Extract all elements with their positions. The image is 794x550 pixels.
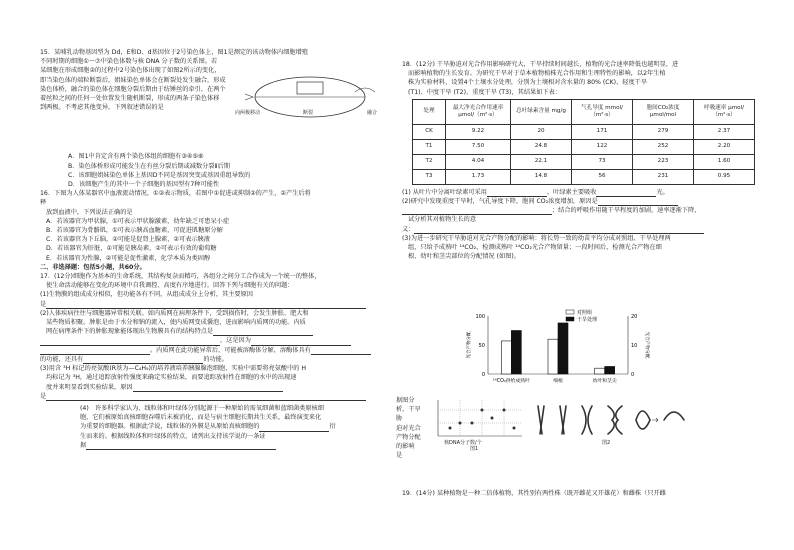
table-cell: 9.22: [446, 124, 511, 139]
y-axis-label: 光合产物分配: [467, 331, 472, 359]
table-cell: 7.50: [446, 139, 511, 154]
fig1-label: 图1: [470, 446, 479, 452]
right-tick-label: 20: [631, 314, 638, 320]
q18-1-text: (1) 从叶片中分离叶绿素可采用: [402, 188, 487, 196]
q18-2-text: (2)研究中发现重度干旱时，气孔导度下降，胞间 CO₂浓度增加，原因是: [402, 198, 598, 206]
q17-line: 是: [40, 300, 47, 308]
answer-blank[interactable]: [598, 198, 678, 206]
q17-line: (3)用含 ³H 标记的亮氨酸(R基为—C₄H₉)的培养液培养胰腺腺泡细胞，实验中需要将亮氨酸中的 H: [40, 365, 307, 373]
answer-blank[interactable]: [40, 338, 220, 346]
answer-blank[interactable]: [402, 207, 552, 215]
table-header: 总叶绿素含量 mg/g: [511, 99, 572, 124]
table-row: [413, 154, 755, 169]
bar-control: [595, 368, 605, 374]
bar-drought: [605, 366, 615, 374]
answer-blank[interactable]: [40, 347, 150, 355]
table-cell: T2: [413, 154, 446, 169]
q16-option-c: C．若该器官为下丘脑，②可能是促肾上腺素，②可表示胰液: [46, 236, 210, 244]
q15-option-b: B．染色体桥形成可能发生在有丝分裂后期或减数分裂Ⅱ后期: [68, 162, 230, 170]
question-16: [40, 189, 392, 263]
bar-control: [548, 339, 558, 374]
q18-3-text: 组，只给予成熟叶 ¹⁴CO₂，检测成熟叶 ¹⁴CO₂光合产物留量；一段时间后，检测光合产物在细: [408, 244, 662, 252]
q17-line: (1)生物膜的组成成分相似，但功能各有不同，从组成成分上分析，其主要原因: [40, 291, 253, 299]
q17-4-line: 生而来的。根据线粒体和叶绿体的特点，请列出支持该学说的一条证: [80, 432, 266, 440]
q17-line: (2)人体疾病往往与细胞器异常相关联。如内质网在病理条件下，受到损伤时，会发生肿胀、肥大和: [40, 309, 309, 317]
question-19: 19．(14分) 某种植物是一种二倍体植物，其性别有两性株（既开雌花又开雄花）和雌株（只开雌: [402, 490, 666, 497]
table-cell: 1.73: [446, 169, 511, 184]
q17-line: 17．(12分)细胞作为基本的生命系统，其结构复杂而精巧，各组分之间分工合作成为一个统一的整体，: [40, 273, 321, 281]
y-tick-label: 0: [481, 372, 485, 378]
fig-label-right: 融合: [367, 110, 378, 116]
table-cell: 14.8: [511, 169, 572, 184]
answer-blank[interactable]: [46, 301, 366, 309]
q16-option-e: E．若该器官为性腺，②可能是促性激素，化学本质为类固醇: [46, 254, 211, 262]
right-column: [402, 60, 756, 261]
answer-blank[interactable]: [133, 384, 283, 392]
q18-2-text: 试分析其对植物生长的意: [408, 216, 477, 224]
bar-drought: [511, 331, 521, 375]
y-tick-label: 100: [475, 314, 485, 320]
answer-blank[interactable]: [414, 226, 704, 234]
answer-blank[interactable]: [86, 442, 276, 450]
bar-chart-svg: [462, 308, 662, 392]
q17-4-line: 衍: [329, 423, 336, 431]
q18-line: 株为实验材料，设置4个土壤水分处理，分别为土壤相对含水量的 80% (CK)、轻度干旱: [408, 79, 648, 87]
q15-option-c: C．该细胞姐妹染色单体上基因D不同是基因突变或基因重组导致的: [68, 171, 251, 179]
table-header: 最大净光合作用速率 μmol/（m²·s）: [446, 99, 511, 124]
q18-2-text: ；结合的呼吸作用随干旱程度的加剧，速率逐渐下降，: [552, 207, 701, 215]
y-tick-label: 50: [478, 343, 485, 349]
q17-4-line: (4) 许多科学家认为，线粒体和叶绿体分别起源于一种原始的需氧细菌和蓝细菌类原核细: [80, 404, 324, 412]
q15-line: 即当染色体的端粒断裂后，姐妹染色单体会在断裂处发生融合，形成: [40, 76, 226, 84]
x-tick-label: 幼叶和茎尖: [592, 379, 617, 384]
q17-line: 是: [40, 392, 47, 400]
dna-count-plot: [430, 398, 525, 442]
table-cell: 22.1: [511, 154, 572, 169]
q16-line: 16．下图为人体某器官中血液流动情况，①②表示物质，若图中①促进或抑制②的产生，②产生后将: [40, 190, 311, 198]
q18-1-text: 光。: [656, 188, 669, 196]
side-text-line: 产物分配: [396, 433, 421, 441]
q16-line: 释: [40, 199, 47, 207]
table-cell: 20: [511, 124, 572, 139]
legend-label: 干旱处理: [577, 317, 598, 323]
q18-line: 而影响植物的生长发育。为研究干旱对于草本植物植株光合作用和生理特性的影响，以2年生植: [408, 70, 666, 78]
answer-blank[interactable]: [596, 189, 656, 197]
chromosome-shapes: [530, 400, 690, 440]
q15-line: 到两极。不考虑其他变异，下列叙述错误的是: [40, 104, 164, 112]
table-header-row: [413, 99, 755, 124]
table-cell: 56: [572, 169, 633, 184]
table-cell: 223: [633, 154, 694, 169]
answer-blank[interactable]: [251, 338, 351, 346]
q17-4-line: 为重要的细胞器。根据此学说，线粒体的外膜是从原始真核细胞的: [80, 423, 260, 431]
table-cell: 279: [633, 124, 694, 139]
x-tick-label: 细根: [553, 379, 563, 384]
right-tick-label: 0: [631, 372, 635, 378]
q15-figure2: [235, 72, 385, 122]
q16-option-b: B．若该器官为骨骼肌，①可表示胰高血糖素，可促进肌糖原分解: [46, 227, 223, 235]
fig1-xlabel: 核DNA分子数/个: [444, 440, 482, 446]
table-cell: 2.20: [694, 139, 755, 154]
q15-line: 某细胞在形成细胞②的过程中2号染色体出现了如图2所示的变化，: [40, 67, 221, 75]
side-text-line: 是: [396, 452, 403, 460]
answer-blank[interactable]: [259, 424, 329, 432]
q18-3-text: 根、幼叶和茎尖部位的分配情况 (如图)。: [408, 253, 520, 261]
q18-line: (T1)、中度干旱 (T2)、重度干旱 (T3)，其结果如下表：: [408, 88, 561, 96]
table-header: 胞间CO₂浓度 μmol/mol: [633, 99, 694, 124]
q15-option-a: A．图1中肯定含有两个染色体组的细胞有③④⑤⑥: [68, 153, 204, 161]
bar-drought: [558, 323, 568, 374]
q17-line: ，这是因为: [220, 337, 251, 345]
q17-line: 的功能。: [203, 355, 229, 363]
answer-blank[interactable]: [46, 393, 366, 401]
table-cell: 24.8: [511, 139, 572, 154]
right-axis-label: 光合产物分配: [644, 331, 649, 359]
table-cell: T1: [413, 139, 446, 154]
bar-chart: [462, 308, 662, 392]
q18-line: 18．(12分) 干旱胁迫对光合作用影响研究大，干旱持续时间越长，植物的光合速率降低也越明显，进: [402, 61, 679, 68]
table-cell: 231: [633, 169, 694, 184]
table-cell: 171: [572, 124, 633, 139]
table-header: 呼吸速率 μmol/（m²·s）: [694, 99, 755, 124]
side-text-line: 的影响: [396, 443, 415, 451]
table-row: [413, 169, 755, 184]
table-cell: 252: [633, 139, 694, 154]
side-text-line: 析，干旱胁: [396, 406, 421, 423]
table-cell: 1.60: [694, 154, 755, 169]
q18-2-text: 义：: [402, 225, 415, 233]
table-cell: 122: [572, 139, 633, 154]
q17-4-line: 据: [80, 441, 87, 449]
q18-1-text: ，叶绿素主要吸收: [546, 188, 597, 196]
answer-blank[interactable]: [83, 356, 203, 364]
q15-option-d: D．该细胞产生的其中一个子细胞的基因型有7种可能性: [68, 181, 220, 189]
q15-line: 着丝粒之间的任何一处位置发生随机断裂，形成的两条子染色体移: [40, 95, 220, 103]
table-cell: CK: [413, 124, 446, 139]
q17-line: 均标记为 ³H，通过追踪放射性强度来确定实验结果，而要追踪放射性在细胞的水中的出现速: [46, 374, 297, 382]
q17-line: 度并来明显看到实验结果，原因: [46, 383, 133, 391]
table-header: 气孔导度 mmol/（m²·s）: [572, 99, 633, 124]
side-text-line: 据图分: [396, 397, 415, 404]
figure-2: [530, 400, 690, 446]
table-cell: T3: [413, 169, 446, 184]
data-table: [412, 99, 755, 185]
table-row: [413, 124, 755, 139]
side-text-line: 迫对光合: [396, 424, 421, 432]
bar-control: [501, 341, 511, 374]
q17-4-line: 胞，它们被原始真核细胞吞噬后未被消化，而是与宿主细胞长期共生关系，最终演变来化: [80, 414, 322, 422]
fig2-label: 图2: [602, 440, 611, 446]
q17-line: 。内质网在此功能异常后，可能被溶酶体分解，溶酶体具有: [150, 346, 311, 354]
q16-option-a: A．若该器官为甲状腺，①可表示甲状腺激素，幼年缺乏可患呆小症: [46, 217, 230, 225]
x-tick-label: ¹⁴CO₂供给成熟叶: [492, 379, 530, 384]
q17-line: 网在病理条件下的肿胀现象能体现出生物膜具有的结构特点是: [46, 328, 214, 336]
answer-blank[interactable]: [311, 347, 371, 355]
q15-line: 15．某哺乳动物基因型为 Dd，E和D、d基因位于2号染色体上，图1是测定的该动物体内细胞增殖: [40, 49, 308, 56]
legend-swatch: [566, 317, 574, 321]
answer-blank[interactable]: [213, 328, 313, 336]
table-cell: 4.04: [446, 154, 511, 169]
answer-blank[interactable]: [487, 189, 547, 197]
q15-line: 不同时期的细胞①～⑦中染色体数与核 DNA 分子数的关系图。若: [40, 58, 218, 66]
fig-label-mid: 断裂: [303, 110, 314, 116]
q17-line: 使生命活动能够在变化的环境中自我调控、高度有序地进行。回答下列与细胞有关的问题：: [46, 282, 294, 290]
table-cell: 73: [572, 154, 633, 169]
table-header: 处理: [413, 99, 446, 124]
table-row: [413, 139, 755, 154]
legend-swatch: [566, 310, 574, 314]
q15-line: 染色体桥，融合的染色体在细胞分裂后期由于纺锤丝的牵引，在两个: [40, 85, 226, 93]
figure-1: [430, 398, 525, 448]
legend-label: 对照组: [577, 310, 593, 316]
fig-label-left: 向两极移动: [235, 110, 261, 116]
q16-line: 放到血液中，下列说法正确的是: [46, 208, 133, 216]
q16-option-d: D．若该器官为肝脏，①可能是胰岛素，②可表示有效的葡萄糖: [46, 245, 217, 253]
section-heading: 二、非选择题：包括5小题，共60分。: [40, 263, 146, 271]
question-18: [402, 60, 756, 261]
right-tick-label: 10: [631, 343, 638, 349]
question-17: [40, 272, 392, 450]
q18-side-text: [396, 396, 426, 460]
q18-3-text: (3)为进一步研究干旱胁迫对光合产物分配的影响：将长势一致的幼苗平均分成对照组、干旱处理两: [402, 234, 671, 242]
q17-line: 的功能，还具有: [40, 355, 84, 363]
q17-line: 某些物质积聚。肿胀是由于水分和钠的流入，使内质网变成囊泡，进而影响内质网的功能。内质: [46, 319, 306, 327]
table-cell: 0.95: [694, 169, 755, 184]
table-cell: 2.37: [694, 124, 755, 139]
